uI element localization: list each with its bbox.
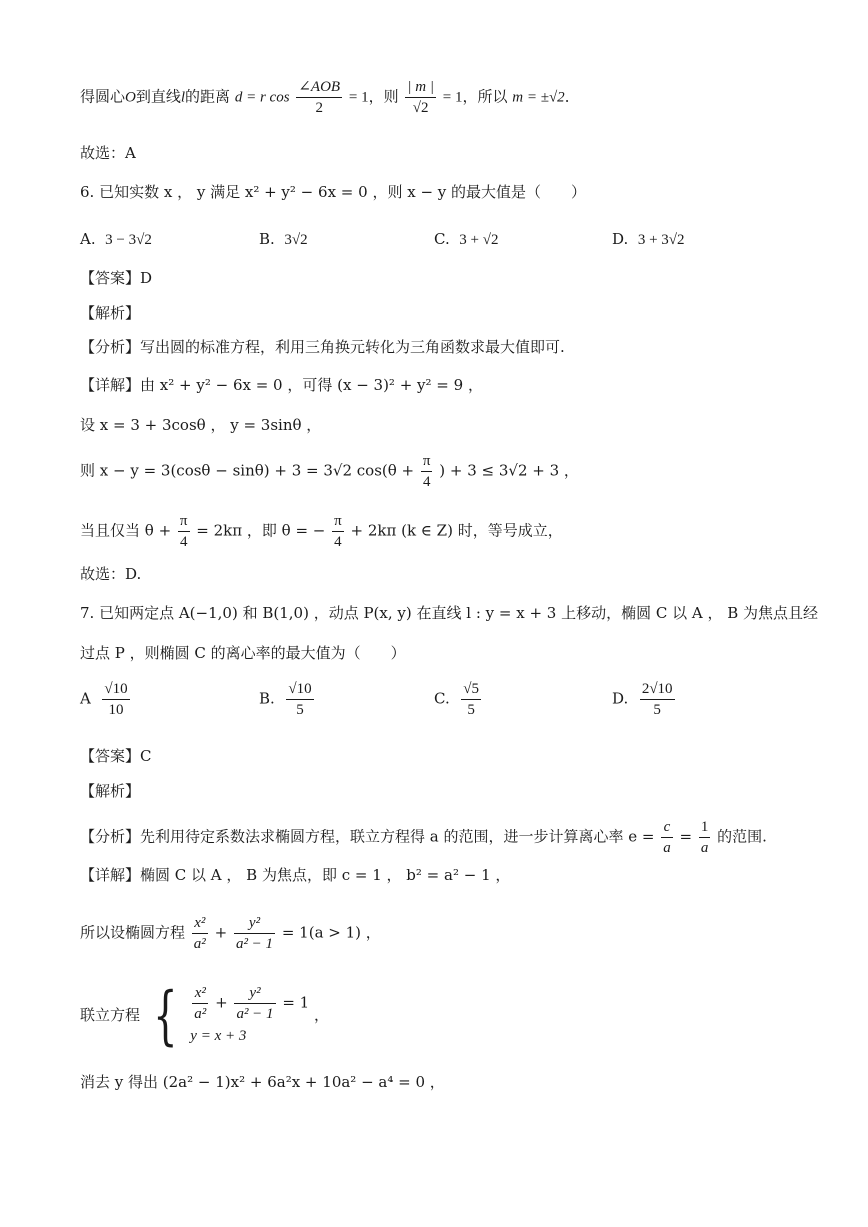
q7-fenxi: 【分析】先利用待定系数法求椭圆方程，联立方程得 a 的范围，进一步计算离心率 e = $\frac{c}{a}$ = $\frac{1}{a}$ 的范围. xyxy=(80,819,767,856)
q6-option-c: C. 3 + √2 xyxy=(434,230,499,248)
q7-detail-4: 消去 y 得出 (2a² − 1)x² + 6a²x + 10a² − a⁴ = 0 ， xyxy=(80,1073,445,1091)
text: ，所以 xyxy=(462,87,508,106)
text: ，则 xyxy=(368,87,399,106)
prev-distance-line xyxy=(80,78,580,117)
equation-system xyxy=(190,984,309,1049)
text: ． xyxy=(564,87,580,106)
q7-detail-3: 联立方程 { $\frac{\text{x²}}{\text{a²}}$ + $\frac{\text{y²}}{\text{a² − 1}}$ = 1 y = x + 3 ， xyxy=(80,979,330,1053)
brace-icon: { xyxy=(152,979,178,1053)
fraction: $\frac{√5}{5}$ xyxy=(463,681,479,718)
q7-option-c: C. $\frac{√5}{5}$ xyxy=(434,681,479,718)
prev-choice: 故选：A xyxy=(80,144,136,162)
fraction: $\frac{2√10}{5}$ xyxy=(641,681,673,718)
q7-stem-2: 过点 P ，则椭圆 C 的离心率的最大值为（ ） xyxy=(80,644,406,662)
fraction: $\frac{\pi}{4}$ xyxy=(422,453,431,490)
math-expr: = 1 xyxy=(348,89,369,106)
q6-detail-1: 【详解】由 x² + y² − 6x = 0 ，可得 (x − 3)² + y² = 9 ， xyxy=(80,376,483,394)
fraction: $\frac{\text{∠AOB}}{2}$ xyxy=(298,79,341,116)
math-expr: d = r cos xyxy=(234,89,290,106)
fraction: $\frac{| m |}{√2}$ xyxy=(407,79,434,116)
q6-stem: 6. 已知实数 x ， y 满足 x² + y² − 6x = 0 ，则 x − y 的最大值是（ ） xyxy=(80,183,587,201)
q6-fenxi: 【分析】写出圆的标准方程，利用三角换元转化为三角函数求最大值即可. xyxy=(80,338,565,356)
q6-choice: 故选：D. xyxy=(80,565,142,583)
q7-detail-2: 所以设椭圆方程 $\frac{\text{x²}}{\text{a²}}$ + $\frac{\text{y²}}{\text{a² − 1}}$ = 1(a > 1) ， xyxy=(80,915,381,952)
fraction: $\frac{\text{x²}}{\text{a²}}$ xyxy=(194,984,207,1022)
q7-option-a: A $\frac{√10}{10}$ xyxy=(80,681,128,718)
q6-option-a: A. 3 − 3√2 xyxy=(80,230,152,248)
system-row-1: $\frac{\text{x²}}{\text{a²}}$ + $\frac{\text{y²}}{\text{a² − 1}}$ = 1 xyxy=(194,984,310,1022)
q6-detail-4: 当且仅当 θ + $\frac{\pi}{4}$ = 2kπ ，即 θ = − $\frac{\pi}{4}$ + 2kπ (k ∈ Z) 时，等号成立， xyxy=(80,513,563,550)
math-var: O xyxy=(125,89,136,106)
q7-detail-1: 【详解】椭圆 C 以 A ， B 为焦点，即 c = 1 ， b² = a² − 1 ， xyxy=(80,866,511,884)
q7-option-b: B. $\frac{√10}{5}$ xyxy=(259,681,312,718)
q6-detail-2: 设 x = 3 + 3cosθ ， y = 3sinθ ， xyxy=(80,416,322,434)
fraction: $\frac{\text{x²}}{\text{a²}}$ xyxy=(193,915,206,952)
fraction: $\frac{√10}{10}$ xyxy=(104,681,128,718)
text: 的距离 xyxy=(185,87,231,106)
fraction: $\frac{\pi}{4}$ xyxy=(179,513,188,550)
system-row-2: y = x + 3 xyxy=(190,1027,247,1044)
fraction: $\frac{1}{a}$ xyxy=(700,819,709,856)
text: 到直线 xyxy=(135,87,181,106)
fraction: $\frac{c}{a}$ xyxy=(663,819,671,856)
math-expr: m = ±√2 xyxy=(512,89,565,106)
q7-analysis-title: 【解析】 xyxy=(80,782,141,800)
fraction: $\frac{\text{y²}}{\text{a² − 1}}$ xyxy=(236,984,274,1022)
fraction: $\frac{√10}{5}$ xyxy=(288,681,312,718)
fraction: $\frac{\pi}{4}$ xyxy=(334,513,342,550)
math-expr: = 1 xyxy=(442,89,463,106)
q7-stem-1: 7. 已知两定点 A(−1,0) 和 B(1,0) ，动点 P(x, y) 在直线 l : y = x + 3 上移动，椭圆 C 以 A ， B 为焦点且经 xyxy=(80,604,819,622)
q7-option-d: D. $\frac{2√10}{5}$ xyxy=(612,681,673,718)
fraction: $\frac{\text{y²}}{\text{a² − 1}}$ xyxy=(235,915,274,952)
q6-answer: 【答案】D xyxy=(80,269,153,287)
q7-answer: 【答案】C xyxy=(80,747,152,765)
q6-option-d: D. 3 + 3√2 xyxy=(612,230,685,248)
q6-detail-3: 则 x − y = 3(cosθ − sinθ) + 3 = 3√2 cos(θ + $\frac{\pi}{4}$ ) + 3 ≤ 3√2 + 3 ， xyxy=(80,453,579,490)
text: 得圆心 xyxy=(80,87,126,106)
q6-option-b: B. 3√2 xyxy=(259,230,308,248)
math-var: l xyxy=(180,89,186,106)
q6-analysis-title: 【解析】 xyxy=(80,304,141,322)
